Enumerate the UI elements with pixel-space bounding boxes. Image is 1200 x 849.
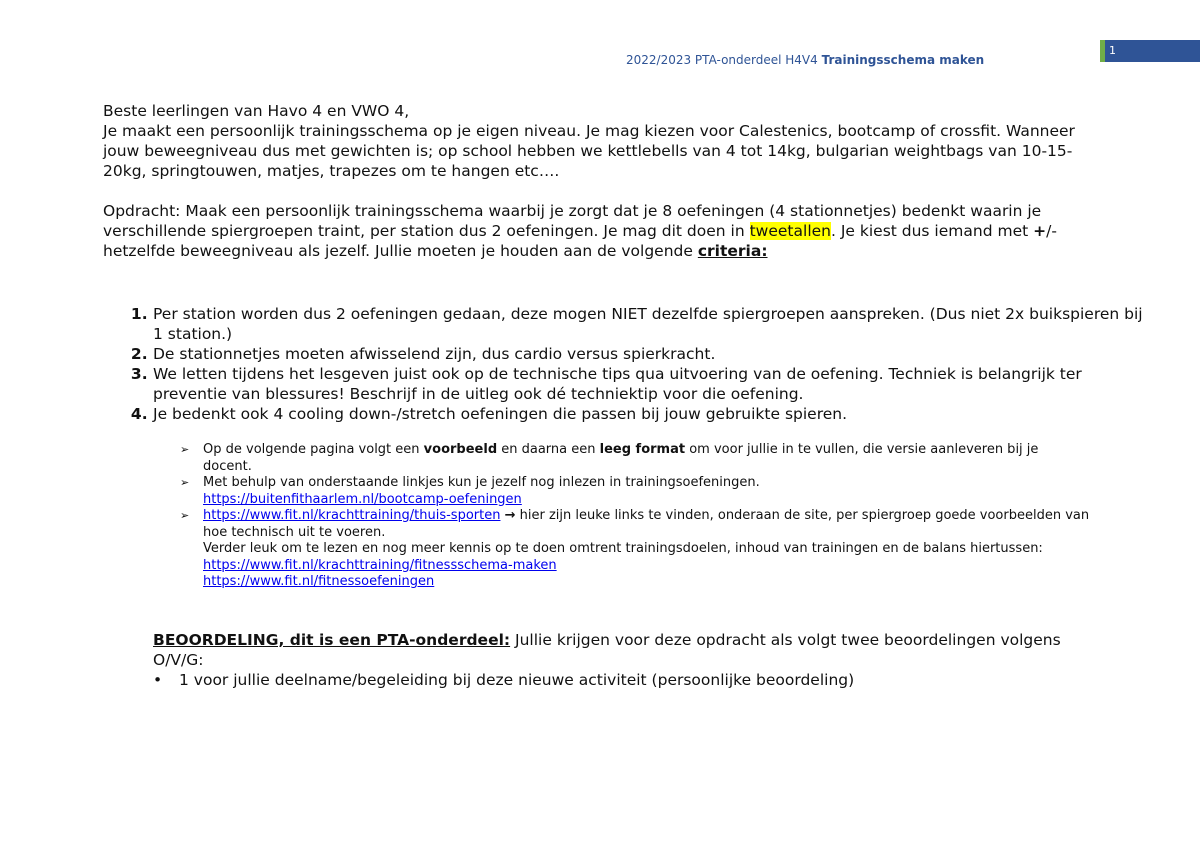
page-number: 1 (1105, 40, 1200, 62)
arrow-bullet-icon: ➢ (180, 509, 190, 522)
assessment-text: Jullie krijgen voor deze opdracht als volgt twee beoordelingen volgens O/V/G: (153, 631, 1061, 669)
note1-c: en daarna een (497, 442, 600, 457)
assignment-part2: . Je kiest dus iemand met (830, 222, 1034, 240)
link-fitnessoefeningen[interactable]: https://www.fit.nl/fitnessoefeningen (203, 574, 435, 589)
assignment-plus: + (1033, 222, 1047, 240)
note-item (180, 508, 1090, 591)
criteria-item: 3. We letten tijdens het lesgeven juist ook op de technische tips qua uitvoering van de oefening. Techniek is belangrijk ter preventie van blessures! Beschrijf in de uitleg ook dé techniektip voor die oefening. (153, 364, 1143, 404)
arrow-bullet-icon: ➢ (180, 443, 190, 456)
assignment-text (103, 201, 1103, 261)
note3-more: Verder leuk om te lezen en nog meer kennis op te doen omtrent trainingsdoelen, inhoud van trainingen en de balans hiertussen: (203, 541, 1043, 556)
right-arrow-icon: → (504, 508, 516, 523)
note3-text: hier zijn leuke links te vinden, onderaan de site, per spiergroep goede voorbeelden van hoe technisch uit te voeren. (203, 508, 1090, 540)
note1-leeg-format: leeg format (599, 442, 686, 457)
header-prefix: 2022/2023 PTA-onderdeel H4V4 (626, 53, 822, 67)
note2-text: Met behulp van onderstaande linkjes kun je jezelf nog inlezen in trainingsoefeningen. (203, 475, 760, 490)
intro-section (103, 101, 1103, 261)
note1-e: om voor jullie in te vullen, die versie aanleveren bij je docent. (203, 442, 1039, 474)
assessment-item (153, 670, 854, 690)
assessment-title: BEOORDELING, dit is een PTA-onderdeel: (153, 631, 511, 649)
notes-list (180, 442, 1090, 591)
assignment-part3: /- hetzelfde beweegniveau als jezelf. Jullie moeten je houden aan de volgende (103, 222, 1057, 260)
criteria-word: criteria: (697, 242, 768, 260)
link-fitnessschema[interactable]: https://www.fit.nl/krachttraining/fitnessschema-maken (203, 557, 557, 573)
header-title: Trainingsschema maken (821, 53, 985, 67)
highlight-tweetallen: tweetallen (749, 222, 831, 240)
intro-text: Je maakt een persoonlijk trainingsschema op je eigen niveau. Je mag kiezen voor Calestenics, bootcamp of crossfit. Wanneer jouw beweegniveau dus met gewichten is; op school hebben we kettlebells van 4 tot 14kg, bulgarian weightbags van 10-15-20kg, springtouwen, matjes, trapezes om te hangen etc…. (103, 122, 1075, 180)
assessment-section (153, 630, 1103, 670)
page-number-box (1100, 40, 1200, 62)
note-item (180, 442, 1090, 475)
assessment-list (153, 670, 854, 690)
assignment-part1: Opdracht: Maak een persoonlijk trainingsschema waarbij je zorgt dat je 8 oefeningen (4 stationnetjes) bedenkt waarin je verschillende spiergroepen traint, per station dus 2 oefeningen. Je mag dit doen in (103, 202, 1042, 240)
link-buitenfit[interactable]: https://buitenfithaarlem.nl/bootcamp-oefeningen (203, 491, 522, 507)
criteria-item: 4. Je bedenkt ook 4 cooling down-/stretch oefeningen die passen bij jouw gebruikte spieren. (153, 404, 1143, 424)
page-header (626, 53, 984, 67)
criteria-item: 2. De stationnetjes moeten afwisselend zijn, dus cardio versus spierkracht. (153, 344, 1143, 364)
link-thuis-sporten[interactable]: https://www.fit.nl/krachttraining/thuis-sporten (203, 508, 501, 523)
bullet-dot-icon: • (153, 671, 163, 689)
arrow-bullet-icon: ➢ (180, 476, 190, 489)
note1-a: Op de volgende pagina volgt een (203, 442, 424, 457)
greeting: Beste leerlingen van Havo 4 en VWO 4, (103, 102, 410, 120)
criteria-list (110, 304, 1143, 424)
note-item (180, 475, 1090, 508)
note1-voorbeeld: voorbeeld (423, 442, 498, 457)
criteria-item: 1. Per station worden dus 2 oefeningen gedaan, deze mogen NIET dezelfde spiergroepen aanspreken. (Dus niet 2x buikspieren bij 1 station.) (153, 304, 1143, 344)
assessment-item-text: 1 voor jullie deelname/begeleiding bij deze nieuwe activiteit (persoonlijke beoordeling) (179, 671, 855, 689)
